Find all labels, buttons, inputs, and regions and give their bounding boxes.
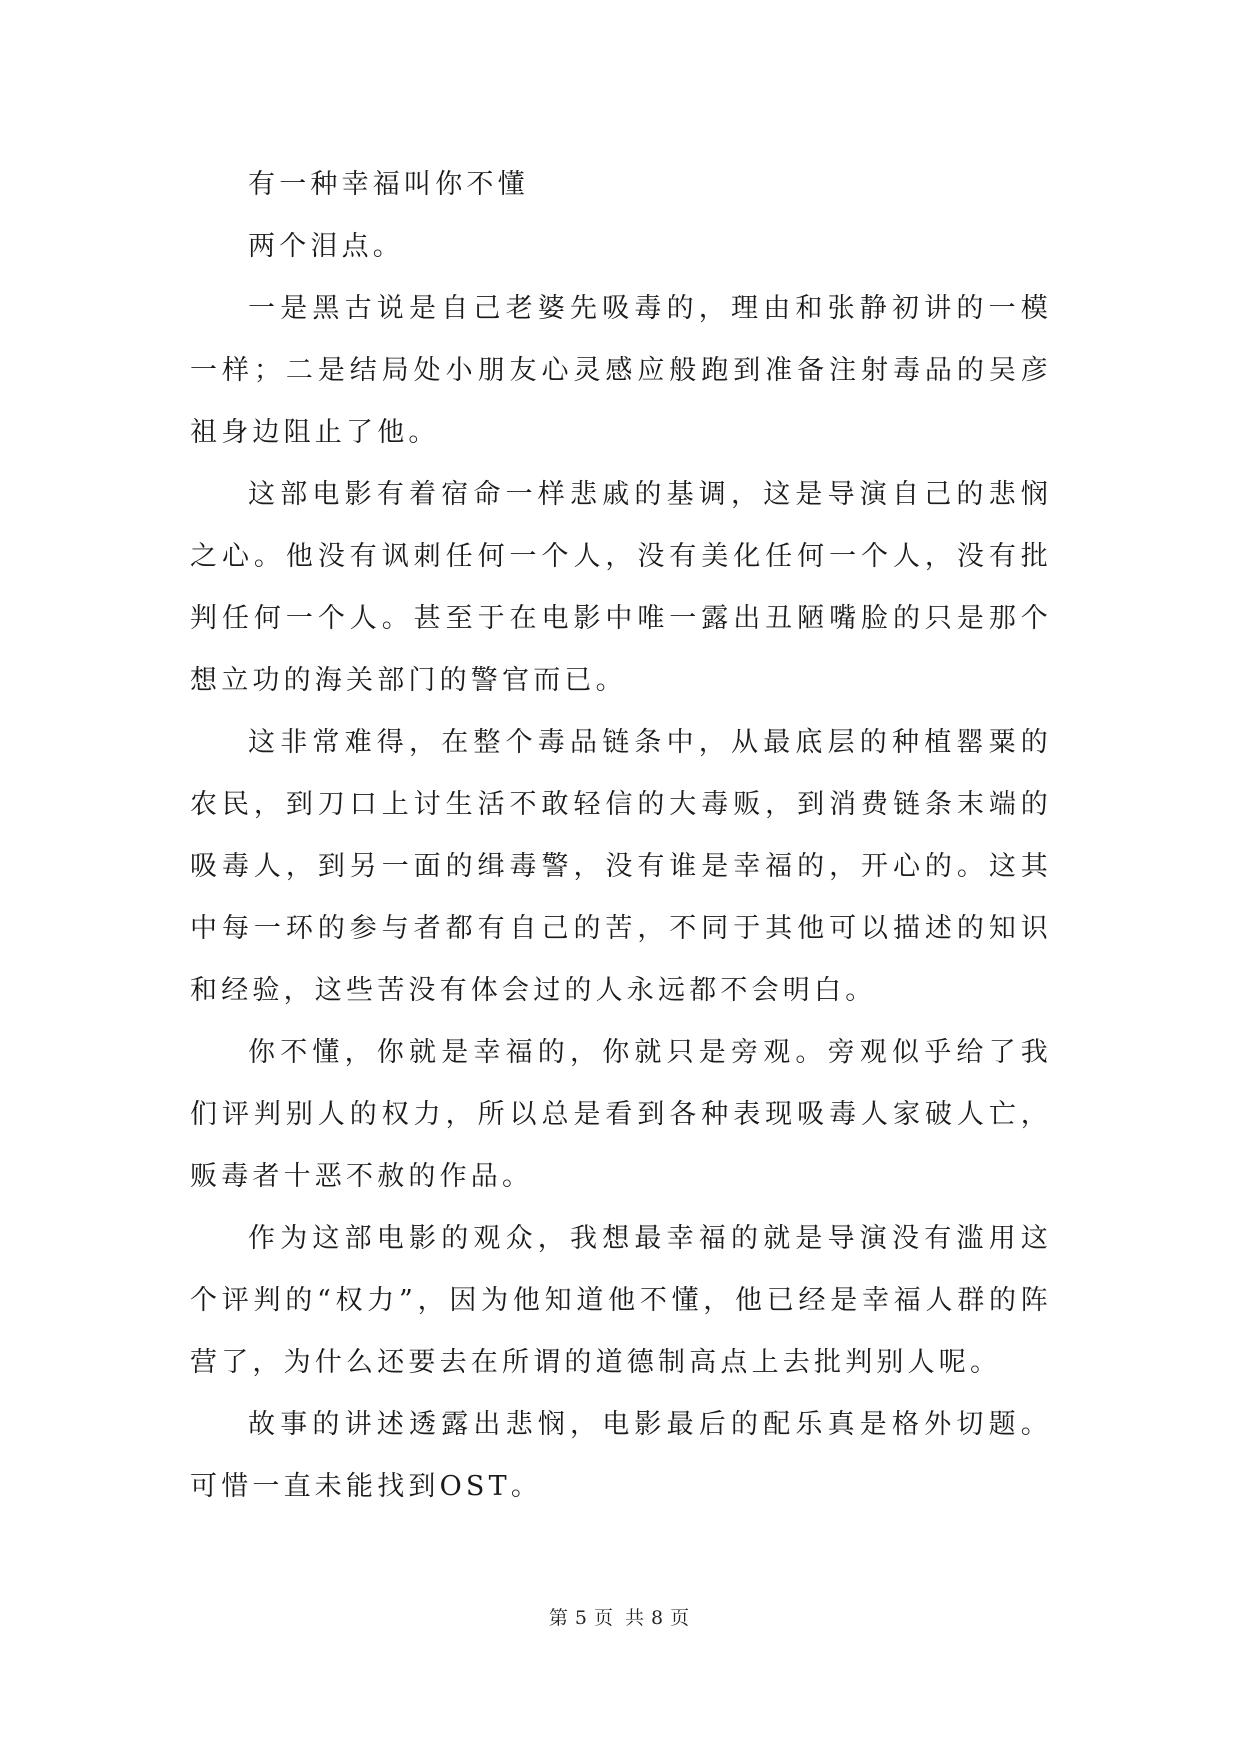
footer-suffix: 页 [670, 1607, 693, 1629]
paragraph: 一是黑古说是自己老婆先吸毒的，理由和张静初讲的一模一样；二是结局处小朋友心灵感应般跑到准备注射毒品的吴彦祖身边阻止了他。 [190, 293, 1052, 448]
footer-page-number: 5 [574, 1607, 590, 1629]
footer-middle: 页 共 [593, 1607, 648, 1629]
paragraph: 这部电影有着宿命一样悲戚的基调，这是导演自己的悲悯之心。他没有讽刺任何一个人，没有美化任何一个人，没有批判任何一个人。甚至于在电影中唯一露出丑陋嘴脸的只是那个想立功的海关部门的警官而已。 [190, 479, 1052, 696]
body-text [190, 154, 1052, 1518]
paragraph: 作为这部电影的观众，我想最幸福的就是导演没有滥用这个评判的“权力”，因为他知道他不懂，他已经是幸福人群的阵营了，为什么还要去在所谓的道德制高点上去批判别人呢。 [190, 1223, 1052, 1378]
title-line: 有一种幸福叫你不懂 [248, 169, 529, 200]
paragraph: 故事的讲述透露出悲悯，电影最后的配乐真是格外切题。可惜一直未能找到OST。 [190, 1409, 1052, 1502]
footer-total-pages: 8 [651, 1607, 667, 1629]
paragraph: 你不懂，你就是幸福的，你就只是旁观。旁观似乎给了我们评判别人的权力，所以总是看到各种表现吸毒人家破人亡，贩毒者十恶不赦的作品。 [190, 1037, 1052, 1192]
paragraph: 两个泪点。 [248, 231, 404, 262]
footer-prefix: 第 [548, 1607, 571, 1629]
paragraph: 这非常难得，在整个毒品链条中，从最底层的种植罂粟的农民，到刀口上讨生活不敢轻信的大毒贩，到消费链条末端的吸毒人，到另一面的缉毒警，没有谁是幸福的，开心的。这其中每一环的参与者都有自己的苦，不同于其他可以描述的知识和经验，这些苦没有体会过的人永远都不会明白。 [190, 727, 1052, 1006]
page-footer [0, 1603, 1241, 1630]
